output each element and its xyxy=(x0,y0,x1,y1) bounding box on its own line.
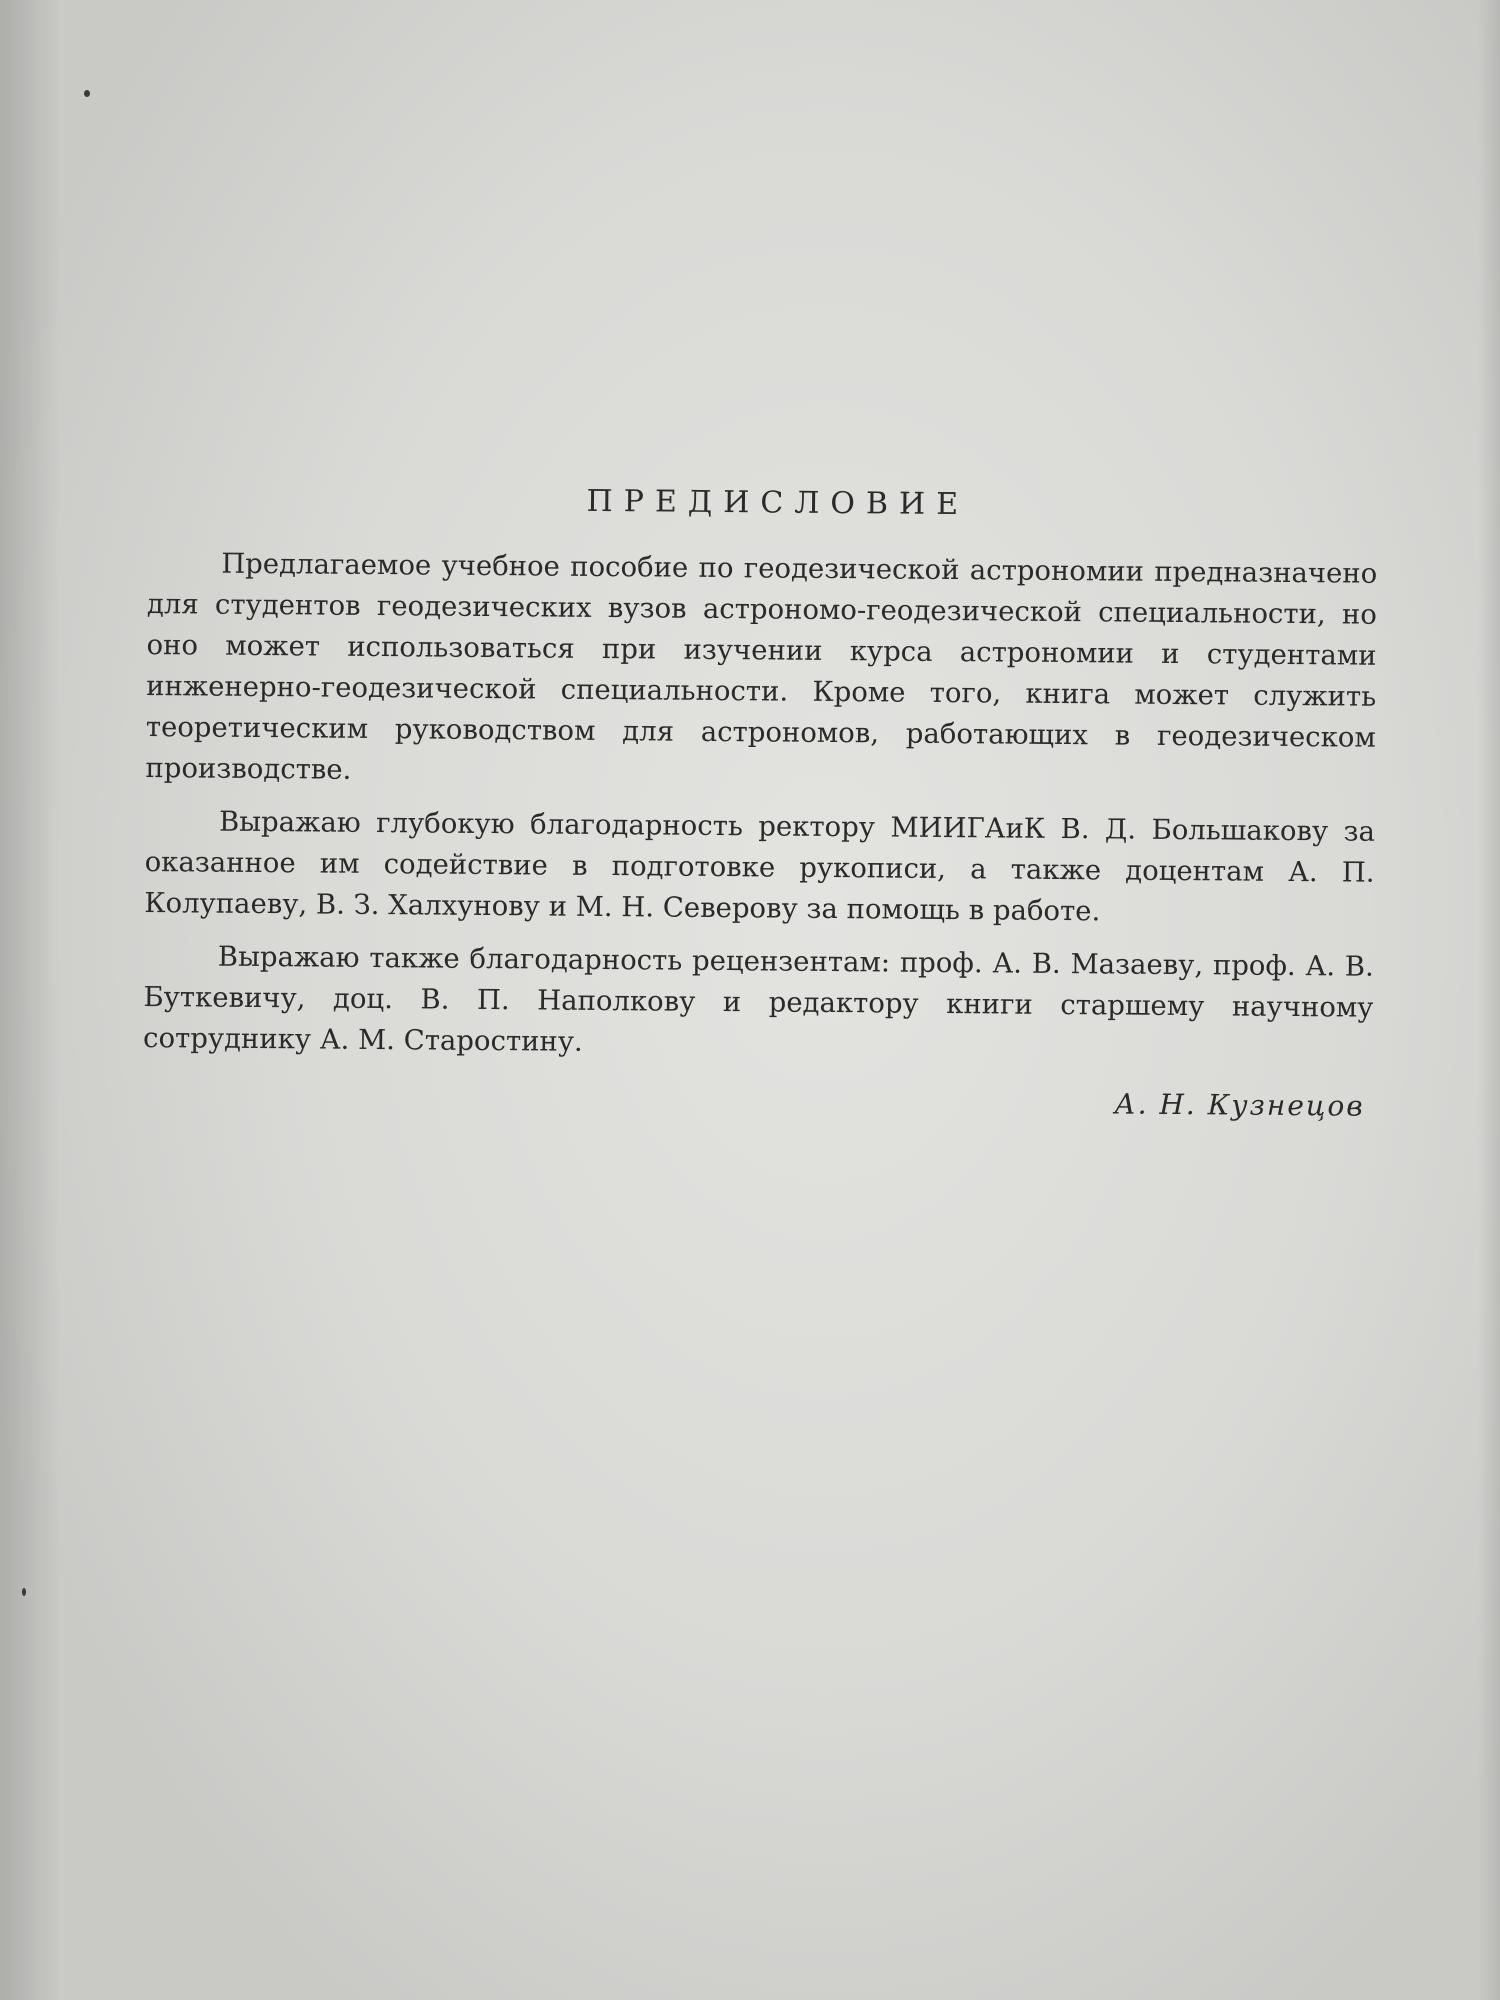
paragraph: Выражаю также благодарность рецензентам: проф. А. В. Мазаеву, проф. А. В. Буткевичу, доц. В. П. Наполкову и редактору книги старшему научному сотруднику А. М. Старостину. xyxy=(142,940,1374,1058)
paragraph: Выражаю глубокую благодарность ректору МИИГАиК В. Д. Большакову за оказанное им содействие в подготовке рукописи, а также доцентам А. П. Колупаеву, В. З. Халхунову и М. Н. Северову за помощь в работе. xyxy=(144,805,1376,928)
preface-text-block xyxy=(142,480,1377,1123)
paragraph: Предлагаемое учебное пособие по геодезической астрономии предназначено для студентов геодезических вузов астрономо-геодезической специальности, но оно может использоваться при изучении курса астрономии и студентами инженерно-геодезической специальности. Кроме того, книга может служить теоретическим руководством для астрономов, работающих в геодезическом производстве. xyxy=(145,547,1378,786)
paper-speck xyxy=(22,1588,26,1596)
page-gutter-shadow xyxy=(0,0,60,2000)
page-edge xyxy=(1478,0,1500,2000)
author-signature: А. Н. Кузнецов xyxy=(1114,1087,1365,1123)
page-title: ПРЕДИСЛОВИЕ xyxy=(586,483,970,523)
paper-speck xyxy=(84,90,90,97)
